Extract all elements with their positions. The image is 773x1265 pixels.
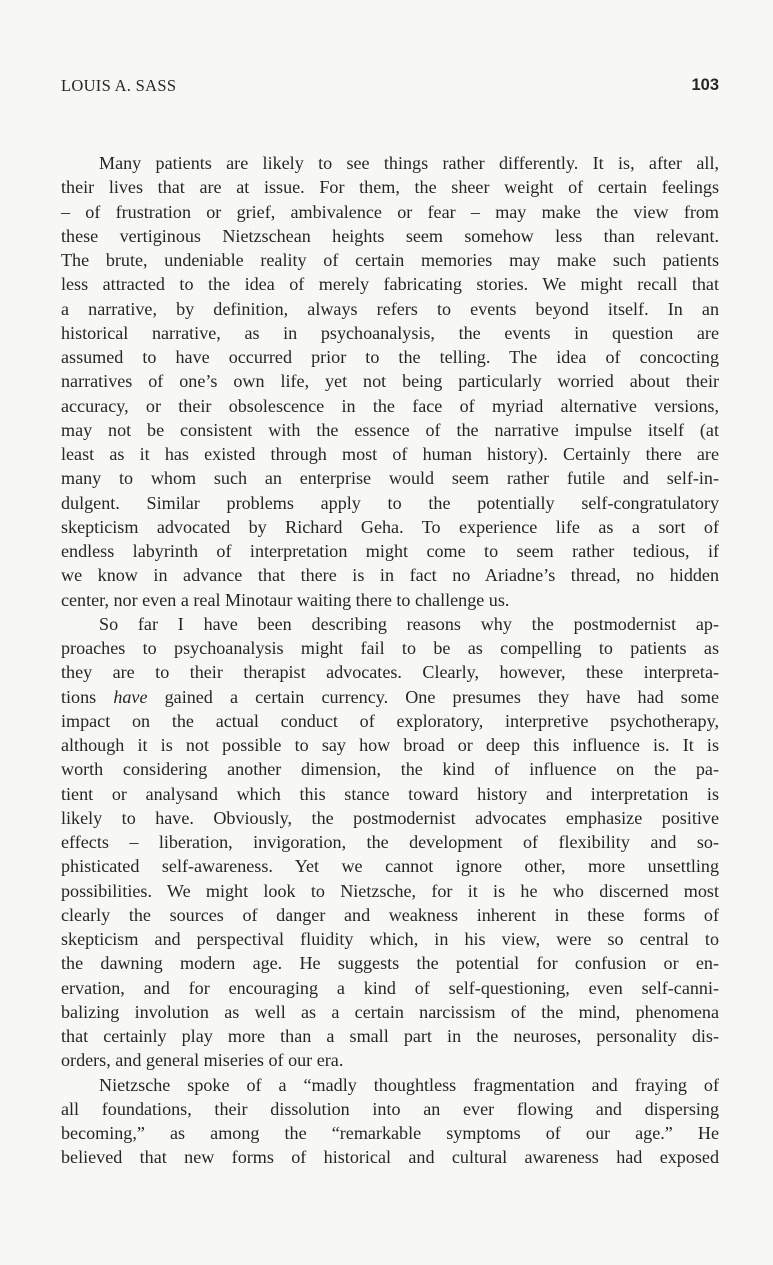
text-line: skepticism and perspectival fluidity which, in his view, were so central to <box>61 929 719 949</box>
text-line: center, nor even a real Minotaur waiting there to challenge us. <box>61 589 510 610</box>
text-line: many to whom such an enterprise would seem rather futile and self-in- <box>61 468 719 489</box>
text-line: a narrative, by definition, always refers to events beyond itself. In an <box>61 298 719 319</box>
text-line: effects – liberation, invigoration, the development of flexibility and so- <box>61 832 719 852</box>
text-line: less attracted to the idea of merely fabricating stories. We might recall that <box>61 274 719 295</box>
text-line: their lives that are at issue. For them, the sheer weight of certain feelings <box>61 177 719 198</box>
text-line: all foundations, their dissolution into an ever flowing and dispersing <box>61 1098 719 1119</box>
text-line: endless labyrinth of interpretation might come to seem rather tedious, if <box>61 541 719 561</box>
text-line: clearly the sources of danger and weakness inherent in these forms of <box>61 904 719 925</box>
text-line: believed that new forms of historical and cultural awareness had exposed <box>61 1147 719 1168</box>
paragraph-3 <box>61 1073 719 1170</box>
paragraph-2 <box>61 612 719 1073</box>
paragraph-1 <box>61 151 719 612</box>
page-header <box>61 76 719 100</box>
text-line: The brute, undeniable reality of certain memories may make such patients <box>61 250 719 270</box>
text-line: assumed to have occurred prior to the telling. The idea of concocting <box>61 347 719 367</box>
text-line: So far I have been describing reasons why the postmodernist ap- <box>99 613 719 634</box>
text-line: – of frustration or grief, ambivalence or fear – may make the view from <box>61 201 719 222</box>
text-line: ervation, and for encouraging a kind of self-questioning, even self-canni- <box>61 977 719 998</box>
text-line: we know in advance that there is in fact no Ariadne’s thread, no hidden <box>61 565 719 586</box>
text-line: tions have gained a certain currency. One presumes they have had some <box>61 686 719 707</box>
text-line: impact on the actual conduct of exploratory, interpretive psychotherapy, <box>61 710 719 731</box>
text-line: skepticism advocated by Richard Geha. To experience life as a sort of <box>61 516 719 537</box>
text-line: that certainly play more than a small part in the neuroses, personality dis- <box>61 1026 719 1046</box>
body-text <box>61 151 719 1170</box>
page-number: 103 <box>691 76 719 94</box>
text-line: accuracy, or their obsolescence in the face of myriad alternative versions, <box>61 395 719 416</box>
text-line: balizing involution as well as a certain narcissism of the mind, phenomena <box>61 1001 719 1022</box>
text-line: becoming,” as among the “remarkable symptoms of our age.” He <box>61 1123 719 1143</box>
text-line: narratives of one’s own life, yet not being particularly worried about their <box>61 371 719 392</box>
text-line: these vertiginous Nietzschean heights seem somehow less than relevant. <box>61 225 719 246</box>
text-line: Many patients are likely to see things rather differently. It is, after all, <box>99 153 719 173</box>
text-line: worth considering another dimension, the kind of influence on the pa- <box>61 759 719 780</box>
text-line: although it is not possible to say how broad or deep this influence is. It is <box>61 735 719 755</box>
text-line: phisticated self-awareness. Yet we cannot ignore other, more unsettling <box>61 856 719 877</box>
text-line: tient or analysand which this stance toward history and interpretation is <box>61 783 719 804</box>
text-line: they are to their therapist advocates. Clearly, however, these interpreta- <box>61 662 719 683</box>
text-line: likely to have. Obviously, the postmodernist advocates emphasize positive <box>61 807 719 828</box>
text-line: possibilities. We might look to Nietzsche, for it is he who discerned most <box>61 880 719 901</box>
text-line: orders, and general miseries of our era. <box>61 1050 344 1071</box>
text-line: Nietzsche spoke of a “madly thoughtless fragmentation and fraying of <box>99 1074 719 1095</box>
text-line: historical narrative, as in psychoanalysis, the events in question are <box>61 322 719 343</box>
text-line: proaches to psychoanalysis might fail to be as compelling to patients as <box>61 638 719 658</box>
text-line: the dawning modern age. He suggests the potential for confusion or en- <box>61 953 719 974</box>
text-line: may not be consistent with the essence of the narrative impulse itself (at <box>61 419 719 440</box>
running-head: LOUIS A. SASS <box>61 76 177 95</box>
text-line: least as it has existed through most of human history). Certainly there are <box>61 444 719 464</box>
text-line: dulgent. Similar problems apply to the potentially self-congratulatory <box>61 492 719 513</box>
